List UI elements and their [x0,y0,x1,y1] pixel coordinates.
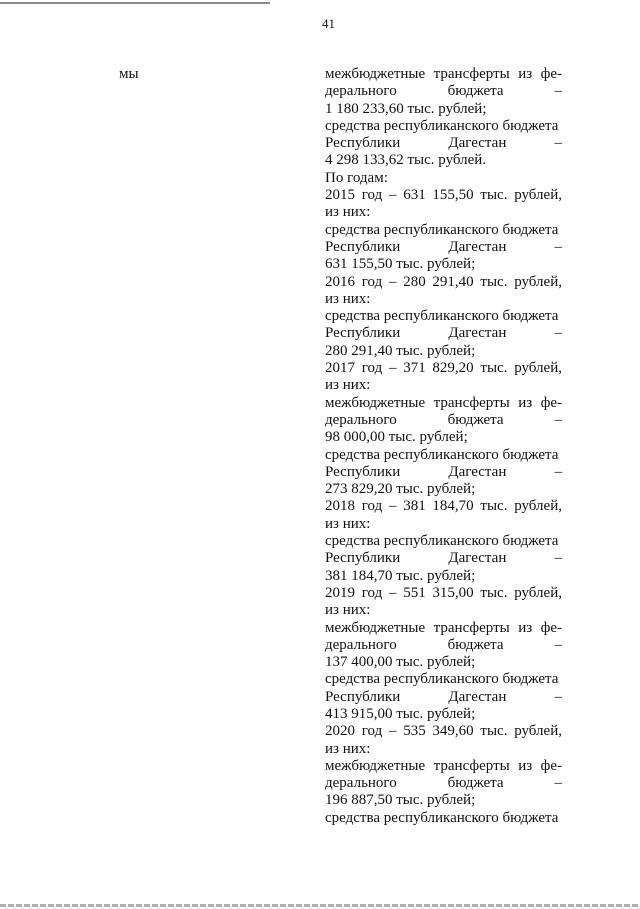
text-word: – [388,273,397,290]
text-line: 137 400,00 тыс. рублей; [325,654,476,671]
text-word: – [554,688,562,705]
text-line [325,83,562,100]
text-word: 184,70 [432,498,474,515]
text-word: рублей, [514,187,562,204]
text-line [325,274,562,291]
text-line: 413 915,00 тыс. рублей; [325,705,476,722]
text-line [325,325,562,342]
text-word: Республики [325,688,401,705]
text-word: Дагестан [448,463,507,480]
text-word: – [554,135,562,152]
text-word: год [361,360,383,377]
text-word: – [388,723,397,740]
text-word: 291,40 [432,273,474,290]
text-word: дерального [325,411,397,428]
text-word: 155,50 [432,187,474,204]
text-line [325,66,562,83]
text-word: Дагестан [448,325,507,342]
text-word: дерального [325,775,397,792]
text-word: тыс. [480,273,508,290]
text-word: тыс. [480,187,508,204]
text-word: тыс. [480,498,508,515]
text-word: Республики [325,325,401,342]
margin-text: мы [119,66,139,82]
text-word: из [518,66,533,82]
text-word: 535 [403,723,426,740]
text-line: из них: [325,740,371,757]
page-number: 41 [322,16,335,31]
text-word: 349,60 [432,723,474,740]
text-word: тыс. [480,360,508,377]
text-word: Дагестан [448,135,507,152]
text-line: из них: [325,290,371,307]
text-line: средства республиканского бюджета [325,671,559,688]
text-word: трансферты [433,394,510,411]
text-word: 2019 [325,584,355,601]
text-word: фе- [540,66,562,82]
text-line [325,498,562,515]
text-word: 315,00 [432,584,474,601]
text-line: средства республиканского бюджета [325,446,559,463]
text-word: 551 [403,584,426,601]
text-line [325,620,562,637]
text-line: 273 829,20 тыс. рублей; [325,481,476,498]
text-word: межбюджетные [325,619,426,636]
text-word: 280 [403,273,426,290]
text-word: – [388,187,397,204]
text-line [325,187,562,204]
text-word: бюджета [447,83,504,100]
text-word: – [554,550,562,567]
text-line: 98 000,00 тыс. рублей; [325,429,468,446]
text-line: 280 291,40 тыс. рублей; [325,342,476,359]
text-word: бюджета [447,636,504,653]
text-line: из них: [325,204,371,221]
text-word: год [361,187,383,204]
scan-artifact-bottom [0,904,640,907]
text-line: средства республиканского бюджета [325,533,559,550]
text-word: рублей, [514,723,562,740]
text-word: Дагестан [448,688,507,705]
text-word: из [518,757,533,774]
text-word: Республики [325,463,401,480]
text-word: Республики [325,135,401,152]
text-word: – [554,463,562,480]
text-word: дерального [325,636,397,653]
text-word: 2015 [325,187,355,204]
text-line [325,689,562,706]
text-word: – [388,498,397,515]
text-word: 2016 [325,273,355,290]
text-line [325,637,562,654]
text-line [325,550,562,567]
text-word: Дагестан [448,550,507,567]
text-word: из [518,394,533,411]
text-word: год [361,584,383,601]
text-word: 381 [403,498,426,515]
text-word: фе- [540,394,562,411]
text-line [325,775,562,792]
text-line: средства республиканского бюджета [325,809,559,826]
text-line [325,758,562,775]
text-word: рублей, [514,360,562,377]
text-line [325,360,562,377]
text-word: – [554,238,562,255]
text-word: тыс. [480,723,508,740]
text-word: бюджета [447,411,504,428]
text-line: из них: [325,602,371,619]
text-word: – [554,636,562,653]
text-word: Дагестан [448,238,507,255]
text-word: межбюджетные [325,66,426,82]
text-word: межбюджетные [325,757,426,774]
text-word: трансферты [433,66,510,82]
text-line: из них: [325,377,371,394]
text-word: Республики [325,238,401,255]
text-word: межбюджетные [325,394,426,411]
text-word: – [388,360,397,377]
text-word: 371 [403,360,426,377]
text-word: – [388,584,397,601]
text-word: из [518,619,533,636]
text-word: 2018 [325,498,355,515]
text-line: средства республиканского бюджета [325,308,559,325]
text-line [325,395,562,412]
document-text-column [325,66,562,827]
text-word: 2017 [325,360,355,377]
text-word: трансферты [433,757,510,774]
text-line [325,723,562,740]
text-word: трансферты [433,619,510,636]
text-word: – [554,775,562,792]
text-word: год [361,723,383,740]
text-line [325,135,562,152]
text-line: из них: [325,515,371,532]
text-word: – [554,83,562,100]
text-word: тыс. [480,584,508,601]
text-line: средства республиканского бюджета [325,221,559,238]
text-line [325,464,562,481]
text-line: 4 298 133,62 тыс. рублей. [325,152,487,169]
scan-artifact-top [0,2,270,4]
text-line: 1 180 233,60 тыс. рублей; [325,100,487,117]
text-word: фе- [540,619,562,636]
text-word: рублей, [514,273,562,290]
text-word: Республики [325,550,401,567]
text-line: 381 184,70 тыс. рублей; [325,567,476,584]
text-word: 2020 [325,723,355,740]
text-word: – [554,411,562,428]
text-word: рублей, [514,498,562,515]
text-word: – [554,325,562,342]
text-line [325,585,562,602]
text-word: 829,20 [432,360,474,377]
text-word: 631 [403,187,426,204]
text-word: рублей, [514,584,562,601]
text-line: 196 887,50 тыс. рублей; [325,792,476,809]
text-word: фе- [540,757,562,774]
text-line: средства республиканского бюджета [325,117,559,134]
text-line [325,412,562,429]
text-word: дерального [325,83,397,100]
text-line [325,239,562,256]
text-word: бюджета [447,775,504,792]
text-word: год [361,273,383,290]
text-word: год [361,498,383,515]
text-line: По годам: [325,169,388,186]
text-line: 631 155,50 тыс. рублей; [325,256,476,273]
